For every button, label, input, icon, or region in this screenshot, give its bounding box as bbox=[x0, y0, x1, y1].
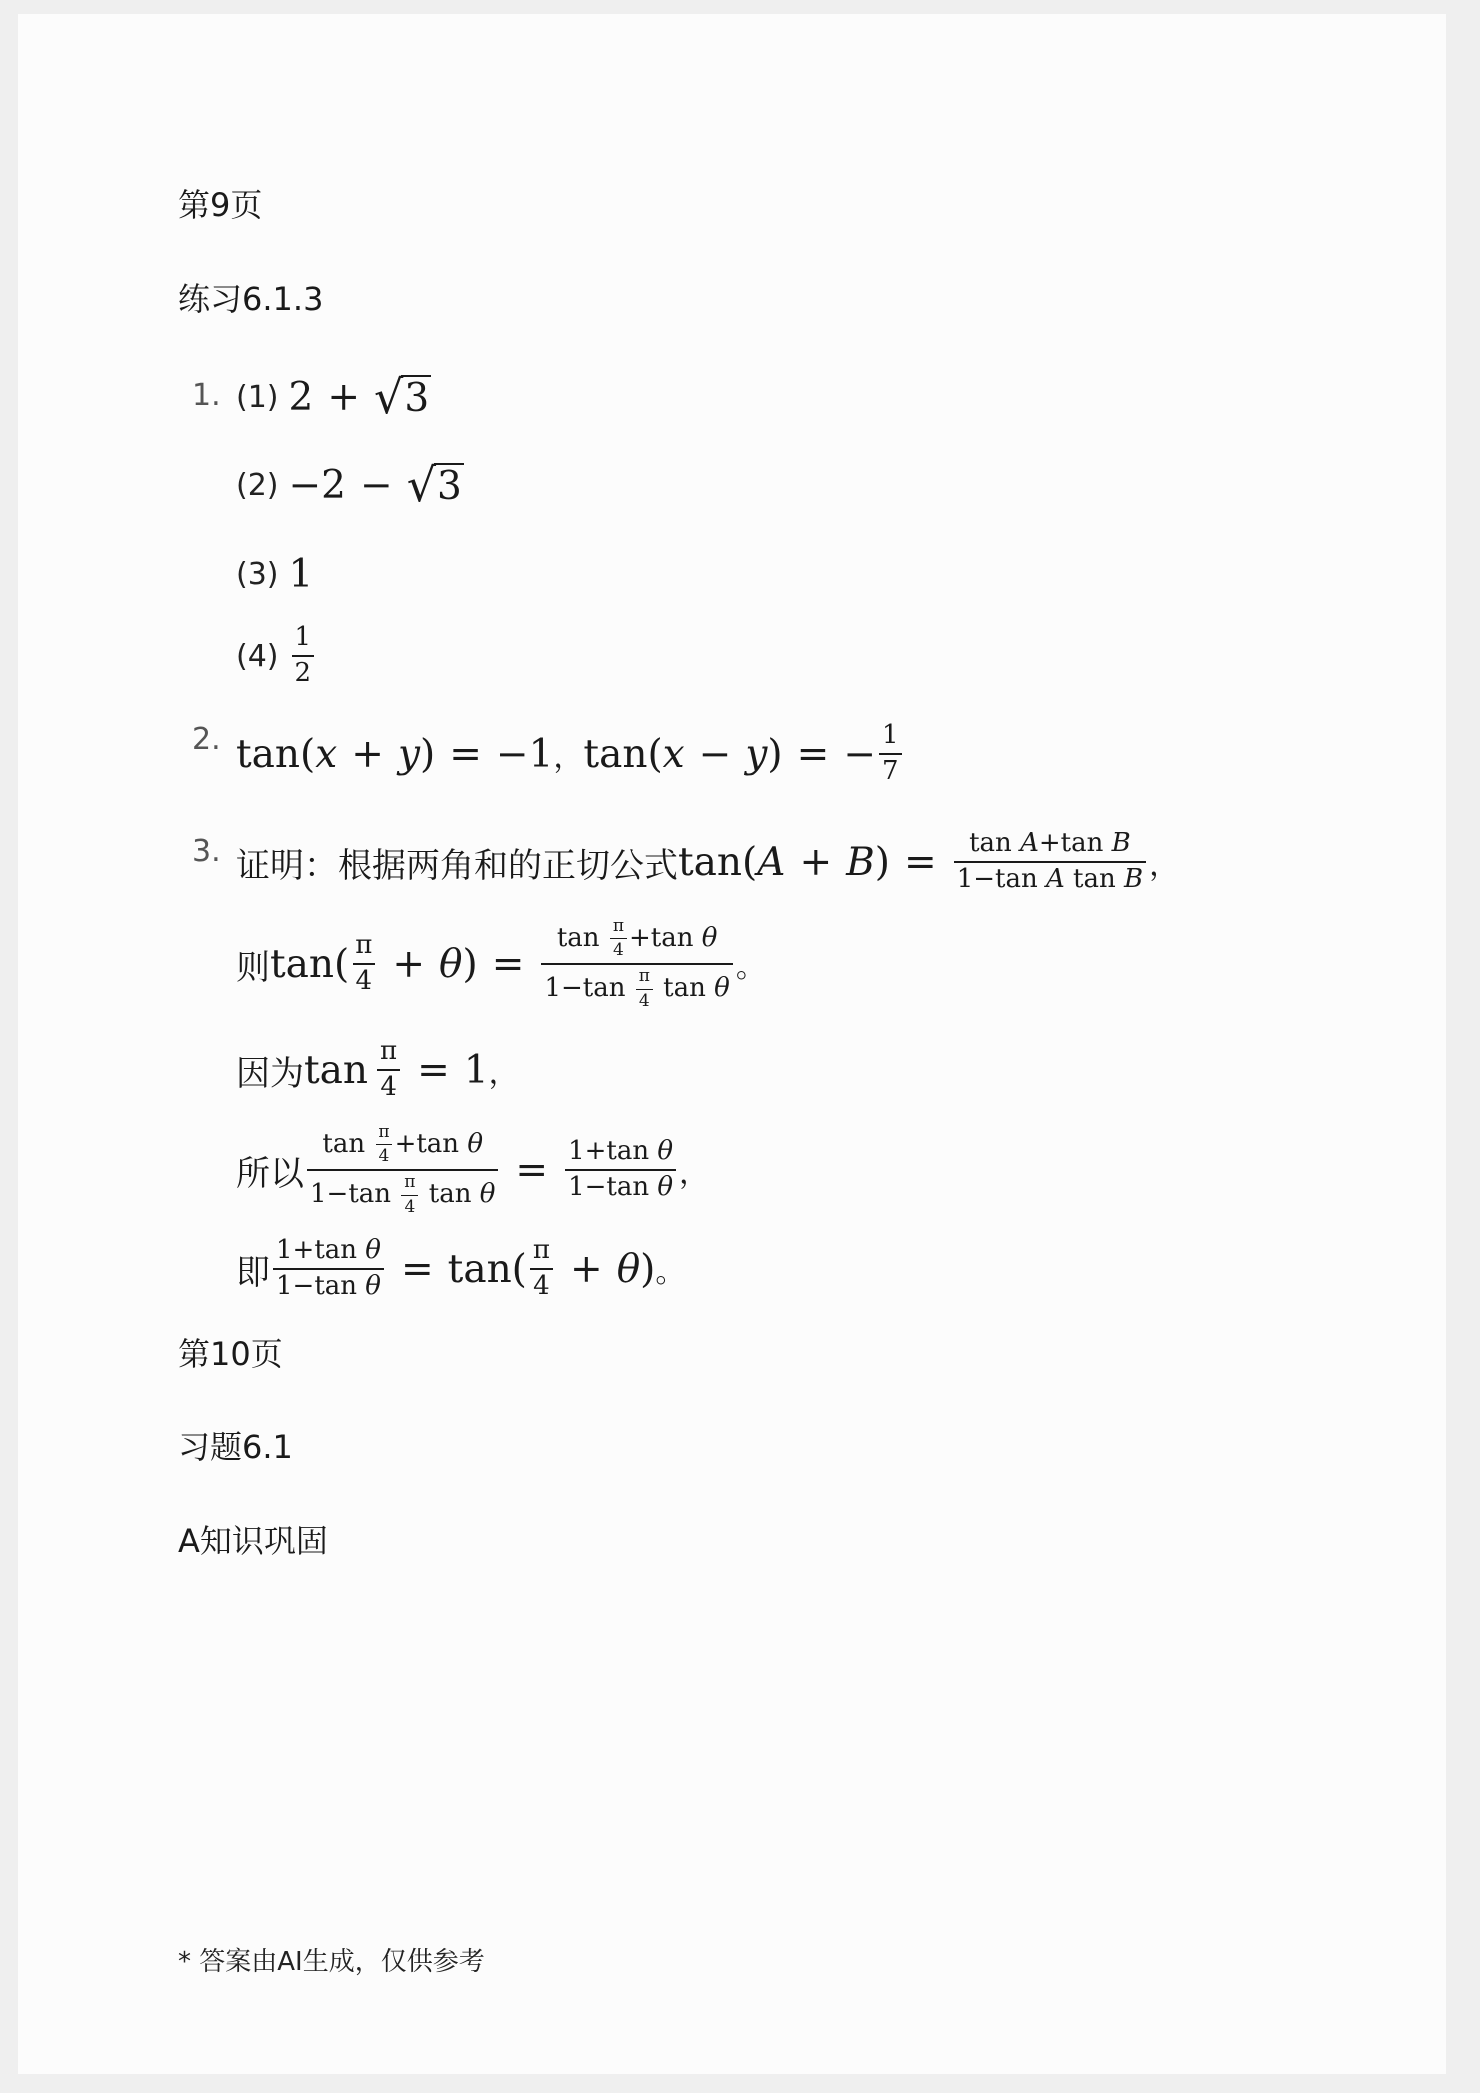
q1-part-2 bbox=[236, 452, 464, 518]
page-10-heading: 第10页 bbox=[178, 1335, 283, 1373]
question-1-number: 1. bbox=[192, 378, 221, 413]
q3-line-3 bbox=[236, 1030, 519, 1110]
q1-part-4 bbox=[236, 618, 317, 694]
q3-line-5-text: 即 bbox=[236, 1252, 270, 1293]
q1-part-2-label: (2) bbox=[236, 467, 279, 503]
q1-part-4-expr: $\frac{1}{2}$ bbox=[289, 623, 318, 689]
q1-part-2-expr: −2 − √ 3 bbox=[288, 458, 462, 512]
ai-footnote: * 答案由AI生成，仅供参考 bbox=[178, 1947, 485, 1977]
q1-part-3-expr: 1 bbox=[288, 551, 314, 597]
q1-part-4-label: (4) bbox=[236, 638, 279, 674]
q1-part-3-label: (3) bbox=[236, 556, 279, 592]
q3-line-3-text: 因为 bbox=[236, 1053, 304, 1094]
q3-formula-4: tan $\frac{\pi}{4}$ +tan θ 1−tan $\frac{\pi}{4}$ tan θ = $\frac{\text{1+tan θ}}{\text{1−tan θ}}$ ， bbox=[304, 1123, 709, 1217]
document-page bbox=[18, 14, 1446, 2074]
q3-line-4-text: 所以 bbox=[236, 1153, 304, 1194]
q1-part-3 bbox=[236, 544, 313, 604]
q3-line-2 bbox=[236, 914, 766, 1014]
question-2-number: 2. bbox=[192, 722, 221, 757]
q3-formula-2: tan( $\frac{\pi}{4}$ + θ ) = tan $\frac{\pi}{4}$ +tan θ 1−tan $\frac{\pi}{4}$ tan θ 。 bbox=[270, 915, 766, 1011]
question-3-number: 3. bbox=[192, 834, 221, 869]
q3-line-5 bbox=[236, 1224, 685, 1314]
q3-formula-5: $\frac{\text{1+tan θ}}{\text{1−tan θ}}$ = tan( $\frac{\pi}{4}$ + θ ) 。 bbox=[270, 1236, 685, 1302]
page-9-heading: 第9页 bbox=[178, 186, 263, 224]
q1-part-1-expr: 2 + √ 3 bbox=[288, 370, 430, 424]
q2-expr: tan( x + y ) = −1 ， tan( x − y ) = − $\frac{1}{7}$ bbox=[236, 714, 905, 794]
q3-line-4 bbox=[236, 1120, 709, 1220]
q1-part-1 bbox=[236, 364, 431, 430]
problems-heading: 习题6.1 bbox=[178, 1428, 293, 1466]
q1-part-1-label: (1) bbox=[236, 379, 279, 415]
q3-line-1 bbox=[236, 822, 1179, 902]
q3-line-2-text: 则 bbox=[236, 947, 270, 988]
q3-line-1-text: 证明：根据两角和的正切公式 bbox=[236, 845, 678, 886]
q3-formula-3: tan $\frac{\pi}{4}$ = 1 ， bbox=[304, 1036, 519, 1102]
consolidate-heading: A知识巩固 bbox=[178, 1522, 328, 1560]
q3-formula-1: tan( A + B ) = $\frac{\text{tan A+tan B}}{\text{1−tan A tan B}}$ ， bbox=[678, 828, 1180, 894]
exercise-heading: 练习6.1.3 bbox=[178, 280, 324, 318]
